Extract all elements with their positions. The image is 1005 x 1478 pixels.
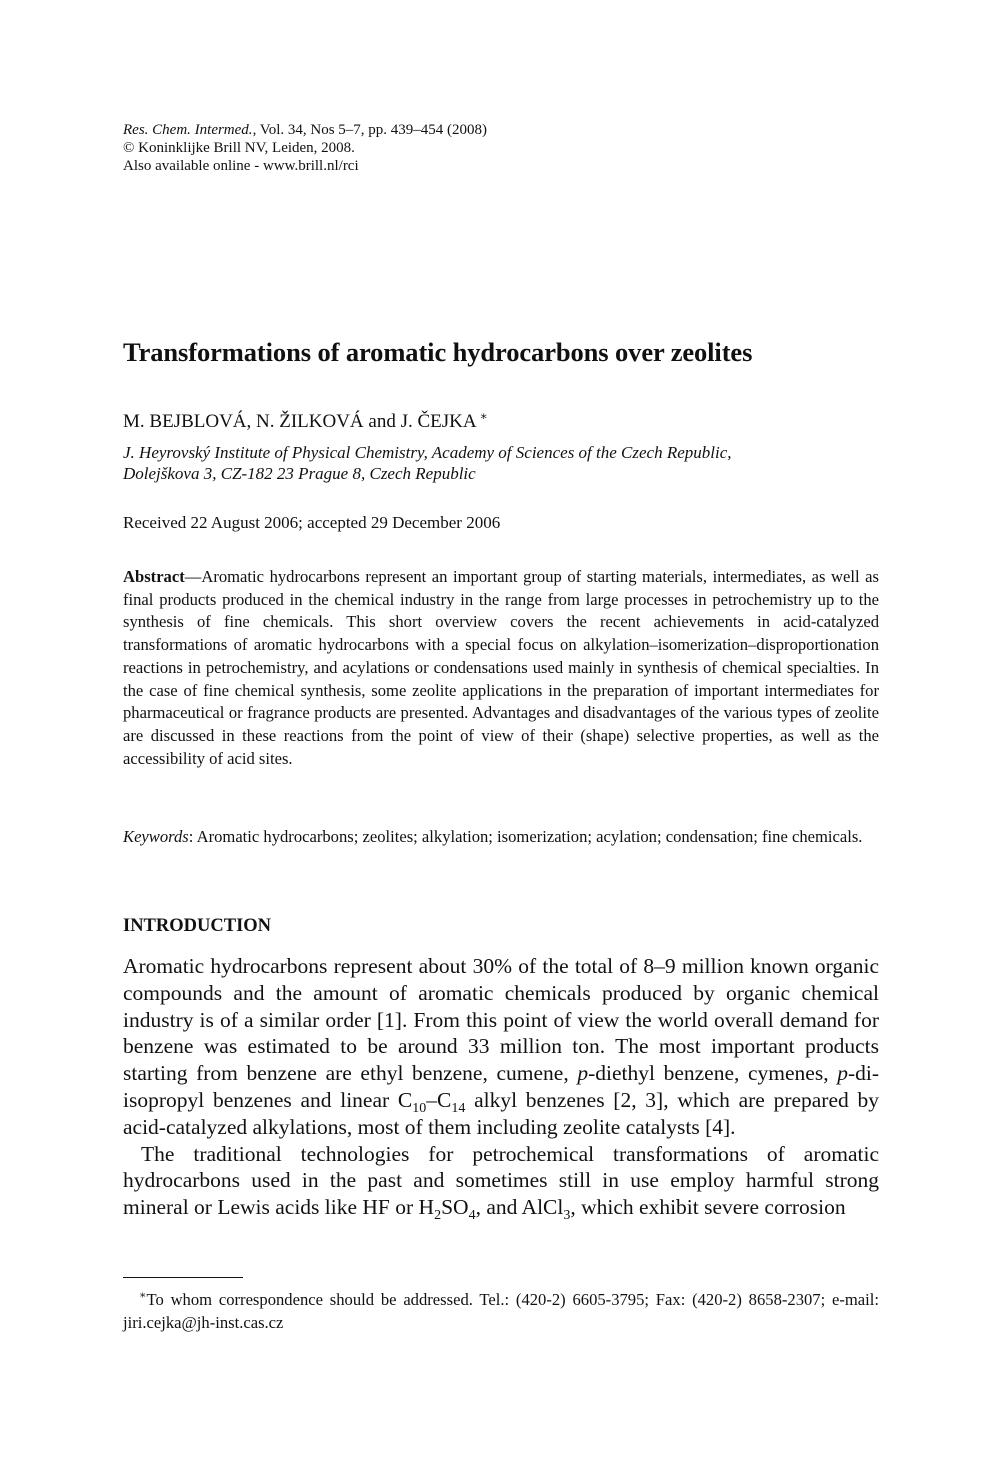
section-heading-introduction: INTRODUCTION <box>123 916 272 936</box>
subscript: 2 <box>434 1208 442 1224</box>
subscript: 3 <box>563 1208 571 1224</box>
text-run: , which exhibit severe corrosion <box>570 1195 846 1220</box>
paragraph <box>123 953 879 1141</box>
para-prefix: p <box>577 1061 589 1086</box>
abstract-text: —Aromatic hydrocarbons represent an important group of starting materials, intermediates, as well as final products produced in the chemical industry in the range from large processes in petrochemistry up to the synthesis of fine chemicals. This short overview covers the recent achievements in acid-catalyzed transformations of aromatic hydrocarbons with a special focus on alkylation–isomerization–disproportionation reactions in petrochemistry, and acylations or condensations used mainly in synthesis of chemical specialties. In the case of fine chemical synthesis, some zeolite applications in the preparation of important intermediates for pharmaceutical or fragrance products are presented. Advantages and disadvantages of the various types of zeolite are discussed in these reactions from the point of view of their (shape) selective properties, as well as the accessibility of acid sites. <box>123 567 879 768</box>
keywords-label: Keywords <box>123 827 189 846</box>
subscript: 10 <box>412 1100 427 1116</box>
abstract <box>123 566 879 770</box>
author-list <box>123 410 879 434</box>
journal-header <box>123 121 879 175</box>
journal-abbrev: Res. Chem. Intermed. <box>123 122 253 138</box>
journal-citation <box>123 121 879 139</box>
copyright-line: © Koninklijke Brill NV, Leiden, 2008. <box>123 140 355 156</box>
text-run: Aromatic hydrocarbons represent about 30% of the total of 8–9 million known organic compounds and the amount of aromatic chemicals produced by organic chemical industry is of a similar order [1]. From this point of view the world overall demand for benzene was estimated to be around 33 million ton. The most important products starting from benzene are ethyl benzene, cumene, <box>123 954 879 1086</box>
online-availability: Also available online - www.brill.nl/rci <box>123 158 359 174</box>
footnote-rule <box>123 1277 243 1278</box>
footnote <box>123 1289 879 1334</box>
text-run: –C <box>426 1087 452 1112</box>
subscript: 4 <box>468 1208 476 1224</box>
affiliation <box>123 442 879 484</box>
para-prefix: p <box>837 1061 848 1086</box>
text-run: -di-isopropyl benzenes and linear C <box>123 1061 880 1112</box>
corresponding-author-mark: ∗ <box>479 408 488 423</box>
text-run: SO <box>441 1195 469 1220</box>
text-run: The traditional technologies for petrochemical transformations of aromatic hydrocarbons used in the past and sometimes still in use employ harmful strong mineral or Lewis acids like HF or H <box>123 1141 879 1220</box>
text-run: , and AlCl <box>475 1195 564 1220</box>
text-run: alkyl benzenes [2, 3], which are prepared by acid-catalyzed alkylations, most of them including zeolite catalysts [4]. <box>123 1087 879 1139</box>
paragraph <box>123 1141 879 1224</box>
footnote-text: To whom correspondence should be addressed. Tel.: (420-2) 6605-3795; Fax: (420-2) 8658-2307; e-mail: jiri.cejka@jh-inst.cas.cz <box>123 1290 879 1332</box>
footnote-paragraph <box>123 1289 879 1334</box>
keywords <box>123 826 879 849</box>
received-dates: Received 22 August 2006; accepted 29 December 2006 <box>123 513 501 532</box>
introduction-body <box>123 953 880 1224</box>
text-run: -diethyl benzene, cymenes, <box>588 1061 838 1086</box>
subscript: 14 <box>451 1100 466 1116</box>
affiliation-line-1: J. Heyrovský Institute of Physical Chemistry, Academy of Sciences of the Czech Republic, <box>123 443 732 462</box>
footnote-mark: ∗ <box>139 1289 147 1302</box>
affiliation-line-2: Dolejškova 3, CZ-182 23 Prague 8, Czech Republic <box>123 464 476 483</box>
authors-text: M. BEJBLOVÁ, N. ŽILKOVÁ and J. ČEJKA <box>123 411 477 432</box>
keywords-text: : Aromatic hydrocarbons; zeolites; alkylation; isomerization; acylation; condensation; fine chemicals. <box>188 827 863 846</box>
article-title: Transformations of aromatic hydrocarbons over zeolites <box>123 337 753 367</box>
journal-volume: , Vol. 34, Nos 5–7, pp. 439–454 (2008) <box>252 122 488 138</box>
abstract-label: Abstract <box>123 567 185 586</box>
